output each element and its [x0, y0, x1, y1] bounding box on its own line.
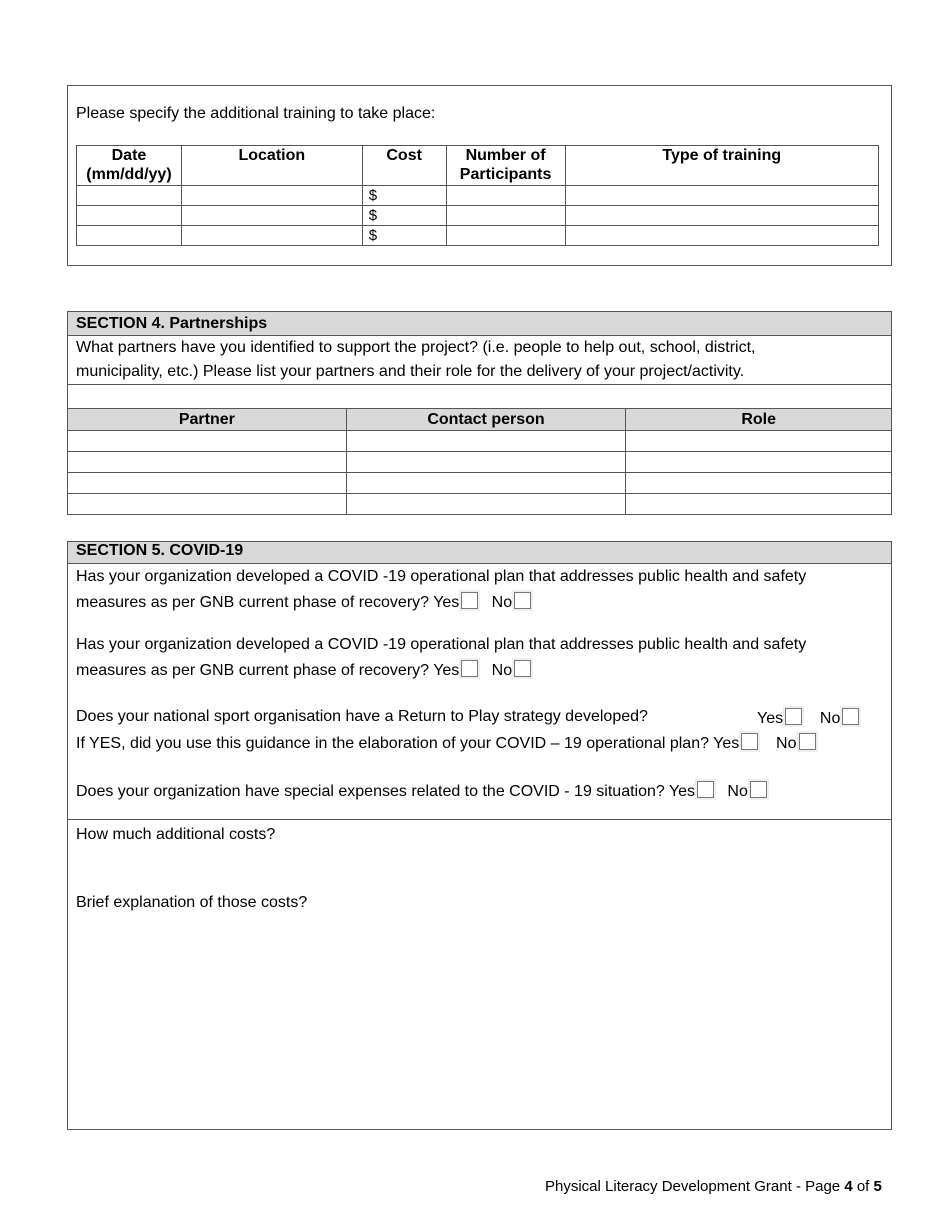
section4-description: What partners have you identified to support the project? (i.e. people to help out, school, district, municipality, etc.) Please list your partners and their role for the delivery of your project/activity.: [68, 336, 892, 385]
col-type: Type of training: [565, 146, 878, 186]
q2-yes-checkbox[interactable]: [461, 660, 478, 677]
q3-yes-checkbox[interactable]: [785, 708, 802, 725]
table-row: [77, 186, 879, 206]
cost-cell[interactable]: $: [362, 186, 446, 206]
q1-no-checkbox[interactable]: [514, 592, 531, 609]
type-cell[interactable]: [565, 226, 878, 246]
q1-line1: Has your organization developed a COVID -19 operational plan that addresses public health and safety: [76, 568, 807, 585]
participants-cell[interactable]: [446, 186, 565, 206]
partner-cell[interactable]: [68, 473, 347, 494]
table-row: [68, 494, 892, 515]
costs-explanation-label: Brief explanation of those costs?: [76, 894, 308, 911]
col-date: Date (mm/dd/yy): [77, 146, 182, 186]
date-cell[interactable]: [77, 206, 182, 226]
table-row: [68, 473, 892, 494]
cost-cell[interactable]: $: [362, 226, 446, 246]
page-footer: Physical Literacy Development Grant - Page 4 of 5: [545, 1178, 882, 1195]
role-cell[interactable]: [626, 473, 892, 494]
blank-row: [68, 385, 892, 409]
location-cell[interactable]: [181, 226, 362, 246]
partner-cell[interactable]: [68, 494, 347, 515]
training-header-row: [77, 146, 879, 186]
participants-cell[interactable]: [446, 206, 565, 226]
col-partner: Partner: [68, 409, 347, 431]
date-cell[interactable]: [77, 186, 182, 206]
type-cell[interactable]: [565, 186, 878, 206]
q3-options: Yes No: [757, 708, 859, 728]
type-cell[interactable]: [565, 206, 878, 226]
contact-cell[interactable]: [346, 452, 626, 473]
role-cell[interactable]: [626, 494, 892, 515]
q2-no-checkbox[interactable]: [514, 660, 531, 677]
q4-line: If YES, did you use this guidance in the elaboration of your COVID – 19 operational plan? Yes No: [76, 733, 816, 753]
role-cell[interactable]: [626, 431, 892, 452]
contact-cell[interactable]: [346, 431, 626, 452]
contact-cell[interactable]: [346, 494, 626, 515]
q5-line: Does your organization have special expenses related to the COVID - 19 situation? Yes No: [76, 781, 767, 801]
q2-line1: Has your organization developed a COVID -19 operational plan that addresses public health and safety: [76, 636, 807, 653]
q4-no-checkbox[interactable]: [799, 733, 816, 750]
partner-cell[interactable]: [68, 431, 347, 452]
section5-title: SECTION 5. COVID-19: [76, 542, 244, 559]
section4-title: SECTION 4. Partnerships: [68, 312, 892, 336]
date-cell[interactable]: [77, 226, 182, 246]
table-row: [77, 206, 879, 226]
q4-yes-checkbox[interactable]: [741, 733, 758, 750]
training-table: [76, 145, 879, 246]
q5-yes-checkbox[interactable]: [697, 781, 714, 798]
col-cost: Cost: [362, 146, 446, 186]
additional-costs-label: How much additional costs?: [76, 826, 276, 843]
partner-cell[interactable]: [68, 452, 347, 473]
location-cell[interactable]: [181, 186, 362, 206]
q2-line2: measures as per GNB current phase of recovery? Yes No: [76, 660, 531, 680]
q5-no-checkbox[interactable]: [750, 781, 767, 798]
col-contact-person: Contact person: [346, 409, 626, 431]
q3-text: Does your national sport organisation have a Return to Play strategy developed?: [76, 708, 648, 725]
table-row: [77, 226, 879, 246]
col-role: Role: [626, 409, 892, 431]
participants-cell[interactable]: [446, 226, 565, 246]
divider: [68, 819, 891, 820]
q1-yes-checkbox[interactable]: [461, 592, 478, 609]
training-prompt: Please specify the additional training to take place:: [76, 105, 436, 122]
table-row: [68, 431, 892, 452]
role-cell[interactable]: [626, 452, 892, 473]
partnerships-section: [67, 311, 892, 515]
table-row: [68, 452, 892, 473]
col-participants: Number of Participants: [446, 146, 565, 186]
cost-cell[interactable]: $: [362, 206, 446, 226]
q1-line2: measures as per GNB current phase of recovery? Yes No: [76, 592, 531, 612]
col-location: Location: [181, 146, 362, 186]
contact-cell[interactable]: [346, 473, 626, 494]
q3-no-checkbox[interactable]: [842, 708, 859, 725]
location-cell[interactable]: [181, 206, 362, 226]
